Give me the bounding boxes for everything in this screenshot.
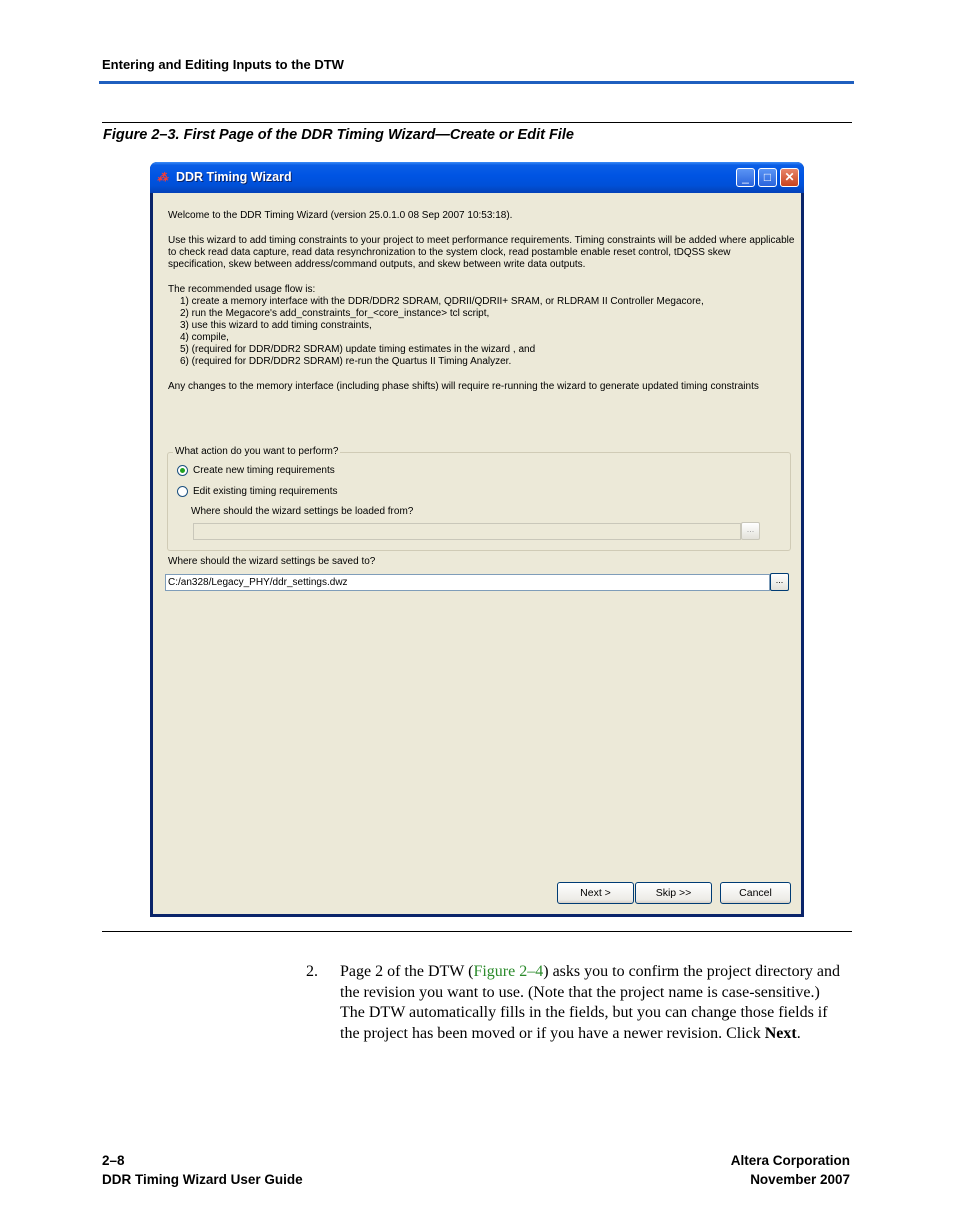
next-emphasis: Next [764,1025,797,1043]
maximize-button[interactable] [758,168,777,187]
body-text-end: . [796,1025,801,1043]
page-header: Entering and Editing Inputs to the DTW [102,57,344,72]
flow-step-3: 3) use this wizard to add timing constraints, [180,320,372,331]
create-new-radio[interactable] [177,465,188,476]
body-text-middle: ) asks you to confirm the project directory and the revision you want to use. (Note that the project name is case-sensitive.) The DTW automatically fills in the fields, but you can change those fields if the project has been moved or if you have a newer revision. Click [340,963,841,1043]
footer-left [102,1151,303,1189]
flow-title: The recommended usage flow is: [168,284,316,295]
welcome-text: Welcome to the DDR Timing Wizard (version 25.0.1.0 08 Sep 2007 10:53:18). [168,210,513,221]
radio-selected-dot [180,468,185,473]
close-button[interactable] [780,168,799,187]
close-icon: ✕ [784,170,795,184]
body-paragraph [340,962,845,1045]
doc-title: DDR Timing Wizard User Guide [102,1172,303,1187]
body-text-start: Page 2 of the DTW ( [340,963,474,980]
next-button[interactable]: Next > [557,882,634,904]
figure-2-4-link[interactable]: Figure 2–4 [473,963,544,980]
save-path-field[interactable] [165,574,770,591]
edit-existing-label[interactable]: Edit existing timing requirements [193,486,338,497]
flow-step-4: 4) compile, [180,332,229,343]
flow-step-2: 2) run the Megacore's add_constraints_for_<core_instance> tcl script, [180,308,490,319]
action-group-legend: What action do you want to perform? [175,446,339,457]
footer-right [731,1151,850,1189]
intro-line-3: specification, skew between address/command outputs, and skew between write data outputs. [168,259,586,270]
altera-icon: ⁂ [157,172,168,184]
maximize-icon: □ [763,170,772,184]
dialog-client-area [153,193,801,914]
save-browse-button[interactable]: ... [770,573,789,591]
header-rule [99,81,854,84]
caption-rule-top [102,122,852,123]
minimize-icon: _ [742,170,749,184]
ddr-timing-wizard-window [150,162,804,917]
window-title: DDR Timing Wizard [176,170,292,184]
intro-line-2: to check read data capture, read data resynchronization to the system clock, read postamble enable reset control, tDQSS skew [168,247,731,258]
skip-button[interactable]: Skip >> [635,882,712,904]
publication-date: November 2007 [750,1172,850,1187]
list-item-number: 2. [306,963,318,980]
window-titlebar[interactable] [150,162,804,193]
minimize-button[interactable] [736,168,755,187]
flow-step-6: 6) (required for DDR/DDR2 SDRAM) re-run the Quartus II Timing Analyzer. [180,356,512,367]
load-path-field[interactable] [193,523,741,540]
load-browse-button[interactable]: ... [741,522,760,540]
flow-step-5: 5) (required for DDR/DDR2 SDRAM) update timing estimates in the wizard , and [180,344,536,355]
create-new-label[interactable]: Create new timing requirements [193,465,335,476]
page-number: 2–8 [102,1153,125,1168]
flow-step-1: 1) create a memory interface with the DDR/DDR2 SDRAM, QDRII/QDRII+ SRAM, or RLDRAM II Controller Megacore, [180,296,704,307]
figure-caption: Figure 2–3. First Page of the DDR Timing Wizard—Create or Edit File [103,127,574,143]
intro-line-1: Use this wizard to add timing constraints to your project to meet performance requirements. Timing constraints will be added where applicable [168,235,795,246]
company-name: Altera Corporation [730,1153,850,1168]
save-location-label: Where should the wizard settings be saved to? [168,556,376,567]
cancel-button[interactable]: Cancel [720,882,791,904]
save-path-value: C:/an328/Legacy_PHY/ddr_settings.dwz [168,577,348,588]
caption-rule-bottom [102,931,852,932]
edit-existing-radio[interactable] [177,486,188,497]
changes-note: Any changes to the memory interface (including phase shifts) will require re-running the wizard to generate updated timing constraints [168,381,759,392]
load-location-label: Where should the wizard settings be loaded from? [191,506,414,517]
